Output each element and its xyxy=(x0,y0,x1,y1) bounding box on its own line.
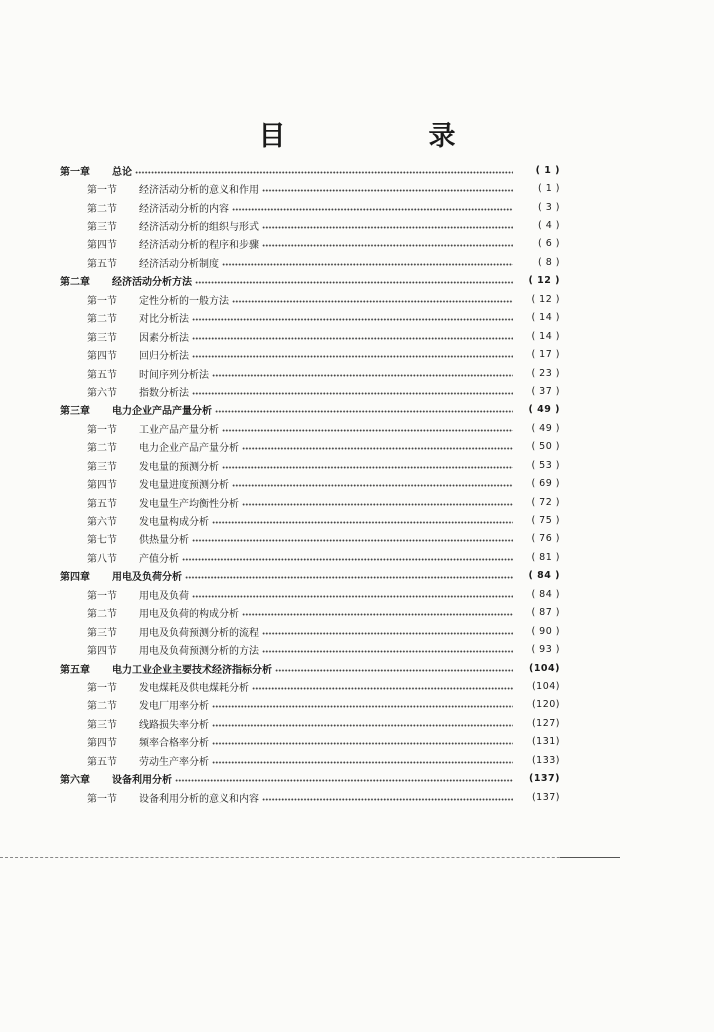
toc-entry-title: 用电及负荷的构成分析 xyxy=(139,609,239,621)
toc-page-number: ( 49 ) xyxy=(531,422,560,434)
toc-entry-title: 对比分析法 xyxy=(139,314,189,326)
dot-leader xyxy=(175,779,513,782)
toc-entry-number: 第三节 xyxy=(87,222,117,234)
toc-page-number: ( 12 ) xyxy=(531,293,560,305)
toc-entry-number: 第七节 xyxy=(87,535,117,547)
dot-leader xyxy=(212,724,513,727)
toc-page-number: ( 69 ) xyxy=(531,478,560,490)
toc-page-number: ( 23 ) xyxy=(531,367,560,379)
toc-entry-number: 第八节 xyxy=(87,553,117,565)
toc-section-row xyxy=(60,530,560,548)
dot-leader xyxy=(242,613,513,616)
toc-entry-number: 第二节 xyxy=(87,314,117,326)
toc-entry-title: 劳动生产率分析 xyxy=(139,756,209,768)
toc-page-number: ( 12 ) xyxy=(528,275,560,287)
dot-leader xyxy=(182,558,513,561)
toc-page-number: ( 75 ) xyxy=(531,515,560,527)
toc-entry-number: 第四节 xyxy=(87,240,117,252)
toc-chapter-row xyxy=(60,272,560,290)
toc-entry-title: 工业产品产量分析 xyxy=(139,424,219,436)
toc-entry-title: 设备利用分析的意义和内容 xyxy=(139,793,259,805)
toc-page-number: ( 84 ) xyxy=(528,570,560,582)
toc-section-row xyxy=(60,419,560,437)
toc-section-row xyxy=(60,216,560,234)
toc-page-number: ( 50 ) xyxy=(531,441,560,453)
toc-section-row xyxy=(60,438,560,456)
toc-entry-number: 第三节 xyxy=(87,332,117,344)
toc-section-row xyxy=(60,456,560,474)
toc-page-number: ( 90 ) xyxy=(531,625,560,637)
toc-page-number: ( 81 ) xyxy=(531,551,560,563)
toc-entry-title: 经济活动分析的组织与形式 xyxy=(139,222,259,234)
toc-entry-number: 第四节 xyxy=(87,646,117,658)
dot-leader xyxy=(262,226,513,229)
toc-chapter-row xyxy=(60,401,560,419)
toc-entry-title: 发电量进度预测分析 xyxy=(139,480,229,492)
dot-leader xyxy=(192,355,513,358)
toc-section-row xyxy=(60,198,560,216)
toc-entry-number: 第一节 xyxy=(87,185,117,197)
toc-section-row xyxy=(60,364,560,382)
toc-entry-number: 第五章 xyxy=(60,664,90,676)
dot-leader xyxy=(185,576,513,579)
toc-entry-number: 第二节 xyxy=(87,609,117,621)
dot-leader xyxy=(212,742,513,745)
toc-page-number: (104) xyxy=(531,680,560,692)
toc-entry-title: 电力企业产品产量分析 xyxy=(139,443,239,455)
toc-entry-number: 第六节 xyxy=(87,517,117,529)
toc-entry-title: 指数分析法 xyxy=(139,387,189,399)
toc-section-row xyxy=(60,604,560,622)
toc-page-number: ( 76 ) xyxy=(531,533,560,545)
dot-leader xyxy=(212,705,513,708)
toc-section-row xyxy=(60,474,560,492)
dot-leader xyxy=(215,410,513,413)
toc-page-number: (104) xyxy=(528,662,560,674)
dot-leader xyxy=(135,171,513,174)
toc-entry-title: 经济活动分析制度 xyxy=(139,258,219,270)
toc-entry-title: 经济活动分析的意义和作用 xyxy=(139,185,259,197)
toc-entry-title: 用电及负荷预测分析的方法 xyxy=(139,646,259,658)
toc-chapter-row xyxy=(60,161,560,179)
dot-leader xyxy=(275,669,513,672)
dot-leader xyxy=(212,521,513,524)
toc-entry-title: 定性分析的一般方法 xyxy=(139,295,229,307)
toc-entry-number: 第一节 xyxy=(87,793,117,805)
toc-section-row xyxy=(60,696,560,714)
toc-entry-title: 回归分析法 xyxy=(139,351,189,363)
toc-entry-title: 发电煤耗及供电煤耗分析 xyxy=(139,682,249,694)
toc-entry-title: 产值分析 xyxy=(139,553,179,565)
toc-section-row xyxy=(60,382,560,400)
toc-entry-number: 第一节 xyxy=(87,590,117,602)
toc-section-row xyxy=(60,511,560,529)
dot-leader xyxy=(212,761,513,764)
toc-chapter-row xyxy=(60,769,560,787)
toc-entry-number: 第二节 xyxy=(87,443,117,455)
toc-section-row xyxy=(60,345,560,363)
toc-entry-title: 发电量的预测分析 xyxy=(139,461,219,473)
toc-page-number: ( 72 ) xyxy=(531,496,560,508)
scan-rule-solid xyxy=(560,857,620,858)
toc-page-number: (127) xyxy=(531,717,560,729)
toc-page-number: (137) xyxy=(531,791,560,803)
dot-leader xyxy=(192,595,513,598)
toc-page-number: ( 17 ) xyxy=(531,349,560,361)
toc-page-number: ( 3 ) xyxy=(538,201,560,213)
toc-section-row xyxy=(60,585,560,603)
toc-section-row xyxy=(60,493,560,511)
toc-entry-title: 用电及负荷 xyxy=(139,590,189,602)
toc-chapter-row xyxy=(60,659,560,677)
toc-entry-number: 第三节 xyxy=(87,719,117,731)
toc-entry-number: 第三节 xyxy=(87,461,117,473)
toc-entry-title: 经济活动分析方法 xyxy=(112,277,192,289)
toc-entry-title: 发电量生产均衡性分析 xyxy=(139,498,239,510)
dot-leader xyxy=(222,263,513,266)
toc-page-number: ( 4 ) xyxy=(538,220,560,232)
toc-entry-number: 第五节 xyxy=(87,369,117,381)
dot-leader xyxy=(192,318,513,321)
toc-entry-title: 发电厂用率分析 xyxy=(139,701,209,713)
dot-leader xyxy=(192,539,513,542)
toc-page-number: ( 49 ) xyxy=(528,404,560,416)
toc-entry-title: 经济活动分析的程序和步骤 xyxy=(139,240,259,252)
dot-leader xyxy=(262,189,513,192)
toc-entry-number: 第一节 xyxy=(87,295,117,307)
toc-entry-title: 频率合格率分析 xyxy=(139,738,209,750)
toc-page-number: ( 14 ) xyxy=(531,312,560,324)
toc-entry-title: 因素分析法 xyxy=(139,332,189,344)
toc-entry-number: 第五节 xyxy=(87,498,117,510)
toc-title: 目 录 xyxy=(258,121,514,152)
toc-entry-number: 第三节 xyxy=(87,627,117,639)
dot-leader xyxy=(262,798,513,801)
toc-section-row xyxy=(60,179,560,197)
dot-leader xyxy=(242,447,513,450)
toc-entry-title: 设备利用分析 xyxy=(112,775,172,787)
dot-leader xyxy=(262,244,513,247)
dot-leader xyxy=(222,429,513,432)
toc-entry-title: 用电及负荷预测分析的流程 xyxy=(139,627,259,639)
dot-leader xyxy=(212,374,513,377)
toc-entry-number: 第二章 xyxy=(60,277,90,289)
toc-page-number: (131) xyxy=(531,736,560,748)
dot-leader xyxy=(232,300,513,303)
toc-entry-number: 第一节 xyxy=(87,424,117,436)
toc-page-number: (120) xyxy=(531,699,560,711)
toc-section-row xyxy=(60,548,560,566)
toc-section-row xyxy=(60,751,560,769)
toc-entry-number: 第六节 xyxy=(87,387,117,399)
dot-leader xyxy=(262,632,513,635)
toc-chapter-row xyxy=(60,567,560,585)
dot-leader xyxy=(232,484,513,487)
toc-entry-title: 供热量分析 xyxy=(139,535,189,547)
toc-entry-number: 第二节 xyxy=(87,203,117,215)
toc-section-row xyxy=(60,677,560,695)
toc-entry-title: 发电量构成分析 xyxy=(139,517,209,529)
toc-entry-number: 第五节 xyxy=(87,756,117,768)
toc-page-number: ( 1 ) xyxy=(535,164,560,176)
toc-entry-title: 用电及负荷分析 xyxy=(112,572,182,584)
dot-leader xyxy=(192,337,513,340)
toc-entry-number: 第一章 xyxy=(60,166,90,178)
toc-entry-number: 第六章 xyxy=(60,775,90,787)
toc-page-number: ( 84 ) xyxy=(531,588,560,600)
toc-page-number: ( 53 ) xyxy=(531,459,560,471)
dot-leader xyxy=(252,687,513,690)
toc-entry-number: 第三章 xyxy=(60,406,90,418)
dot-leader xyxy=(262,650,513,653)
toc-page-number: (133) xyxy=(531,754,560,766)
toc-section-row xyxy=(60,235,560,253)
toc-page-number: ( 14 ) xyxy=(531,330,560,342)
dot-leader xyxy=(192,392,513,395)
toc-entry-title: 电力企业产品产量分析 xyxy=(112,406,212,418)
toc-entry-number: 第四节 xyxy=(87,738,117,750)
toc-section-row xyxy=(60,622,560,640)
toc-section-row xyxy=(60,327,560,345)
toc-section-row xyxy=(60,290,560,308)
toc-page-number: ( 93 ) xyxy=(531,644,560,656)
toc-page-number: (137) xyxy=(528,773,560,785)
toc-section-row xyxy=(60,788,560,806)
toc-page-number: ( 1 ) xyxy=(538,183,560,195)
toc-entry-number: 第五节 xyxy=(87,258,117,270)
toc-entry-title: 线路损失率分析 xyxy=(139,719,209,731)
toc-section-row xyxy=(60,733,560,751)
toc-page-number: ( 87 ) xyxy=(531,607,560,619)
toc-entry-title: 经济活动分析的内容 xyxy=(139,203,229,215)
toc-entry-number: 第四节 xyxy=(87,351,117,363)
dot-leader xyxy=(242,503,513,506)
toc-section-row xyxy=(60,714,560,732)
dot-leader xyxy=(232,208,513,211)
toc-entry-title: 电力工业企业主要技术经济指标分析 xyxy=(112,664,272,676)
toc-page-number: ( 37 ) xyxy=(531,385,560,397)
toc-entry-title: 时间序列分析法 xyxy=(139,369,209,381)
toc-entry-number: 第四章 xyxy=(60,572,90,584)
toc-section-row xyxy=(60,309,560,327)
scan-rule xyxy=(0,857,620,858)
toc-entry-number: 第四节 xyxy=(87,480,117,492)
toc-section-row xyxy=(60,253,560,271)
dot-leader xyxy=(195,281,513,284)
toc-entry-number: 第二节 xyxy=(87,701,117,713)
table-of-contents xyxy=(60,161,560,806)
toc-entry-number: 第一节 xyxy=(87,682,117,694)
dot-leader xyxy=(222,466,513,469)
toc-page-number: ( 6 ) xyxy=(538,238,560,250)
toc-section-row xyxy=(60,640,560,658)
toc-page-number: ( 8 ) xyxy=(538,256,560,268)
toc-entry-title: 总论 xyxy=(112,166,132,178)
